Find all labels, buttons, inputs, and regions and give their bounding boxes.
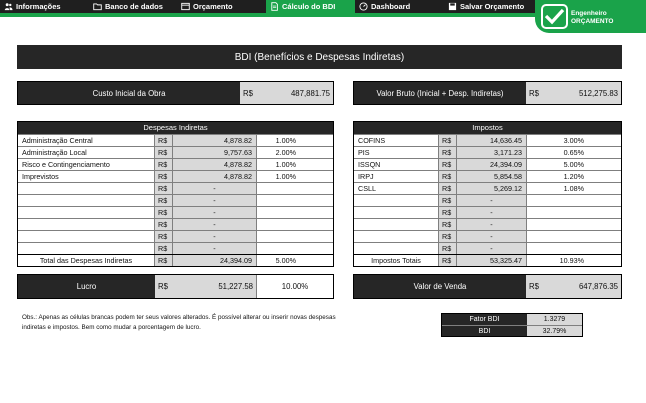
table-row bbox=[18, 218, 333, 230]
currency-cell: R$ bbox=[439, 147, 457, 158]
currency-label: R$ bbox=[155, 275, 173, 298]
table-header: Impostos bbox=[354, 122, 621, 134]
total-value: 53,325.47 bbox=[457, 255, 527, 266]
currency-label: R$ bbox=[240, 82, 272, 104]
pct-cell[interactable] bbox=[257, 195, 333, 206]
table-row bbox=[354, 218, 621, 230]
checkmark-icon bbox=[541, 4, 568, 29]
currency-cell: R$ bbox=[155, 219, 173, 230]
pct-cell[interactable]: 2.00% bbox=[275, 148, 296, 157]
folder-icon bbox=[93, 2, 102, 11]
currency-cell: R$ bbox=[439, 135, 457, 146]
tab-calculo-bdi[interactable] bbox=[266, 0, 355, 13]
value-cell: 24,394.09 bbox=[457, 159, 527, 170]
value-cell: - bbox=[457, 243, 527, 254]
despesas-total-row bbox=[18, 254, 333, 266]
currency-label: R$ bbox=[526, 82, 558, 104]
item-name-cell[interactable]: IRPJ bbox=[354, 171, 439, 182]
pct-cell[interactable] bbox=[527, 243, 621, 254]
lucro-label: Lucro bbox=[18, 275, 155, 298]
gauge-icon bbox=[359, 2, 368, 11]
bdi-row bbox=[442, 325, 582, 336]
lucro-pct-input[interactable]: 10.00% bbox=[257, 275, 333, 298]
currency-cell: R$ bbox=[155, 231, 173, 242]
table-row bbox=[18, 242, 333, 254]
currency-cell: R$ bbox=[155, 147, 173, 158]
tab-label: Banco de dados bbox=[105, 2, 163, 11]
item-name-cell[interactable] bbox=[18, 219, 155, 230]
pct-cell[interactable] bbox=[257, 207, 333, 218]
document-icon bbox=[270, 2, 279, 11]
tab-informacoes[interactable] bbox=[0, 0, 89, 13]
pct-cell[interactable] bbox=[257, 183, 333, 194]
valor-bruto-box bbox=[353, 81, 622, 105]
pct-cell[interactable] bbox=[527, 231, 621, 242]
page-title: BDI (Benefícios e Despesas Indiretas) bbox=[17, 45, 622, 69]
total-value: 24,394.09 bbox=[173, 255, 257, 266]
valor-venda-label: Valor de Venda bbox=[354, 275, 526, 298]
value-cell: 5,854.58 bbox=[457, 171, 527, 182]
pct-cell[interactable]: 0.65% bbox=[563, 148, 584, 157]
pct-cell[interactable] bbox=[257, 231, 333, 242]
currency-cell: R$ bbox=[439, 183, 457, 194]
value-cell: 14,636.45 bbox=[457, 135, 527, 146]
pct-cell[interactable]: 1.00% bbox=[275, 172, 296, 181]
item-name-cell[interactable]: COFINS bbox=[354, 135, 439, 146]
table-row bbox=[354, 194, 621, 206]
pct-cell[interactable]: 3.00% bbox=[563, 136, 584, 145]
currency-cell: R$ bbox=[439, 171, 457, 182]
table-row bbox=[354, 158, 621, 170]
nav-accent-line bbox=[0, 13, 535, 17]
pct-cell[interactable]: 1.20% bbox=[563, 172, 584, 181]
currency-cell: R$ bbox=[439, 255, 457, 266]
observation-note: Obs.: Apenas as células brancas podem ter seus valores alterados. É possível alterar ou inserir novas despesas indiretas e impostos. Bem como mudar a porcentagem de lucro. bbox=[22, 314, 336, 331]
lucro-box bbox=[17, 274, 334, 299]
item-name-cell[interactable] bbox=[18, 231, 155, 242]
pct-cell[interactable]: 5.00% bbox=[563, 160, 584, 169]
table-row bbox=[354, 134, 621, 146]
pct-cell[interactable]: 1.00% bbox=[275, 136, 296, 145]
value-cell: - bbox=[173, 207, 257, 218]
table-row bbox=[18, 230, 333, 242]
pct-cell[interactable] bbox=[257, 219, 333, 230]
currency-cell: R$ bbox=[439, 159, 457, 170]
value-cell: 4,878.82 bbox=[173, 135, 257, 146]
value-cell: - bbox=[457, 195, 527, 206]
tab-label: Dashboard bbox=[371, 2, 411, 11]
total-pct: 5.00% bbox=[275, 256, 296, 265]
brand-logo bbox=[535, 0, 646, 33]
value-cell: - bbox=[457, 219, 527, 230]
item-name-cell[interactable]: Administração Central bbox=[18, 135, 155, 146]
currency-cell: R$ bbox=[155, 135, 173, 146]
valor-bruto-value: 512,275.83 bbox=[558, 82, 621, 104]
currency-cell: R$ bbox=[155, 195, 173, 206]
table-header: Despesas Indiretas bbox=[18, 122, 333, 134]
table-row bbox=[354, 242, 621, 254]
table-row bbox=[354, 182, 621, 194]
window-icon bbox=[181, 2, 190, 11]
tab-label: Salvar Orçamento bbox=[460, 2, 525, 11]
currency-label: R$ bbox=[526, 275, 558, 298]
pct-cell[interactable] bbox=[257, 243, 333, 254]
fator-label: Fator BDI bbox=[442, 314, 527, 325]
currency-cell: R$ bbox=[155, 243, 173, 254]
pct-cell[interactable]: 1.08% bbox=[563, 184, 584, 193]
despesas-indiretas-table bbox=[17, 121, 334, 267]
fator-value: 1.3279 bbox=[527, 314, 582, 325]
table-row bbox=[18, 146, 333, 158]
table-row bbox=[18, 194, 333, 206]
value-cell: - bbox=[173, 243, 257, 254]
bdi-label: BDI bbox=[442, 326, 527, 336]
item-name-cell[interactable] bbox=[354, 207, 439, 218]
value-cell: 3,171.23 bbox=[457, 147, 527, 158]
valor-bruto-label: Valor Bruto (Inicial + Desp. Indiretas) bbox=[354, 82, 526, 104]
top-navigation bbox=[0, 0, 646, 33]
brand-name: Engenheiro ORÇAMENTO bbox=[571, 10, 614, 25]
impostos-table bbox=[353, 121, 622, 267]
pct-cell[interactable] bbox=[527, 195, 621, 206]
item-name-cell[interactable] bbox=[18, 207, 155, 218]
currency-cell: R$ bbox=[439, 195, 457, 206]
bdi-value: 32.79% bbox=[527, 326, 582, 336]
table-row bbox=[18, 206, 333, 218]
tab-label: Informações bbox=[16, 2, 61, 11]
currency-cell: R$ bbox=[439, 219, 457, 230]
value-cell: - bbox=[173, 231, 257, 242]
item-name-cell[interactable] bbox=[18, 243, 155, 254]
currency-cell: R$ bbox=[439, 231, 457, 242]
table-row bbox=[354, 146, 621, 158]
total-label: Impostos Totais bbox=[354, 255, 439, 266]
pct-cell[interactable] bbox=[527, 219, 621, 230]
users-icon bbox=[4, 2, 13, 11]
currency-cell: R$ bbox=[155, 183, 173, 194]
value-cell: - bbox=[457, 207, 527, 218]
fator-bdi-table bbox=[441, 313, 583, 337]
fator-row bbox=[442, 314, 582, 325]
currency-cell: R$ bbox=[439, 207, 457, 218]
tab-label: Cálculo do BDI bbox=[282, 2, 336, 11]
currency-cell: R$ bbox=[155, 207, 173, 218]
table-row bbox=[18, 134, 333, 146]
lucro-value: 51,227.58 bbox=[173, 275, 257, 298]
save-icon bbox=[448, 2, 457, 11]
value-cell: - bbox=[173, 219, 257, 230]
item-name-cell[interactable]: Imprevistos bbox=[18, 171, 155, 182]
value-cell: 4,878.82 bbox=[173, 159, 257, 170]
pct-cell[interactable] bbox=[527, 207, 621, 218]
currency-cell: R$ bbox=[155, 159, 173, 170]
valor-venda-box bbox=[353, 274, 622, 299]
custo-inicial-label: Custo Inicial da Obra bbox=[18, 82, 240, 104]
table-row bbox=[18, 158, 333, 170]
tab-label: Orçamento bbox=[193, 2, 233, 11]
value-cell: 5,269.12 bbox=[457, 183, 527, 194]
currency-cell: R$ bbox=[155, 171, 173, 182]
table-row bbox=[354, 170, 621, 182]
table-row bbox=[18, 170, 333, 182]
item-name-cell[interactable] bbox=[18, 183, 155, 194]
impostos-total-row bbox=[354, 254, 621, 266]
custo-inicial-box bbox=[17, 81, 334, 105]
table-row bbox=[354, 230, 621, 242]
value-cell: - bbox=[457, 231, 527, 242]
item-name-cell[interactable]: PIS bbox=[354, 147, 439, 158]
table-row bbox=[18, 182, 333, 194]
value-cell: 4,878.82 bbox=[173, 171, 257, 182]
item-name-cell[interactable] bbox=[354, 243, 439, 254]
tab-dashboard[interactable] bbox=[355, 0, 444, 13]
valor-venda-value: 647,876.35 bbox=[558, 275, 621, 298]
item-name-cell[interactable] bbox=[354, 231, 439, 242]
value-cell: - bbox=[173, 195, 257, 206]
total-pct: 10.93% bbox=[559, 256, 584, 265]
item-name-cell[interactable] bbox=[354, 195, 439, 206]
tab-orcamento[interactable] bbox=[177, 0, 266, 13]
tab-banco-de-dados[interactable] bbox=[89, 0, 177, 13]
table-row bbox=[354, 206, 621, 218]
pct-cell[interactable]: 1.00% bbox=[275, 160, 296, 169]
item-name-cell[interactable]: CSLL bbox=[354, 183, 439, 194]
currency-cell: R$ bbox=[439, 243, 457, 254]
value-cell: - bbox=[173, 183, 257, 194]
value-cell: 9,757.63 bbox=[173, 147, 257, 158]
item-name-cell[interactable]: Risco e Contingenciamento bbox=[18, 159, 155, 170]
item-name-cell[interactable] bbox=[354, 219, 439, 230]
item-name-cell[interactable]: ISSQN bbox=[354, 159, 439, 170]
currency-cell: R$ bbox=[155, 255, 173, 266]
total-label: Total das Despesas Indiretas bbox=[18, 255, 155, 266]
item-name-cell[interactable]: Administração Local bbox=[18, 147, 155, 158]
custo-inicial-value: 487,881.75 bbox=[272, 82, 333, 104]
item-name-cell[interactable] bbox=[18, 195, 155, 206]
tab-salvar-orcamento[interactable] bbox=[444, 0, 535, 13]
